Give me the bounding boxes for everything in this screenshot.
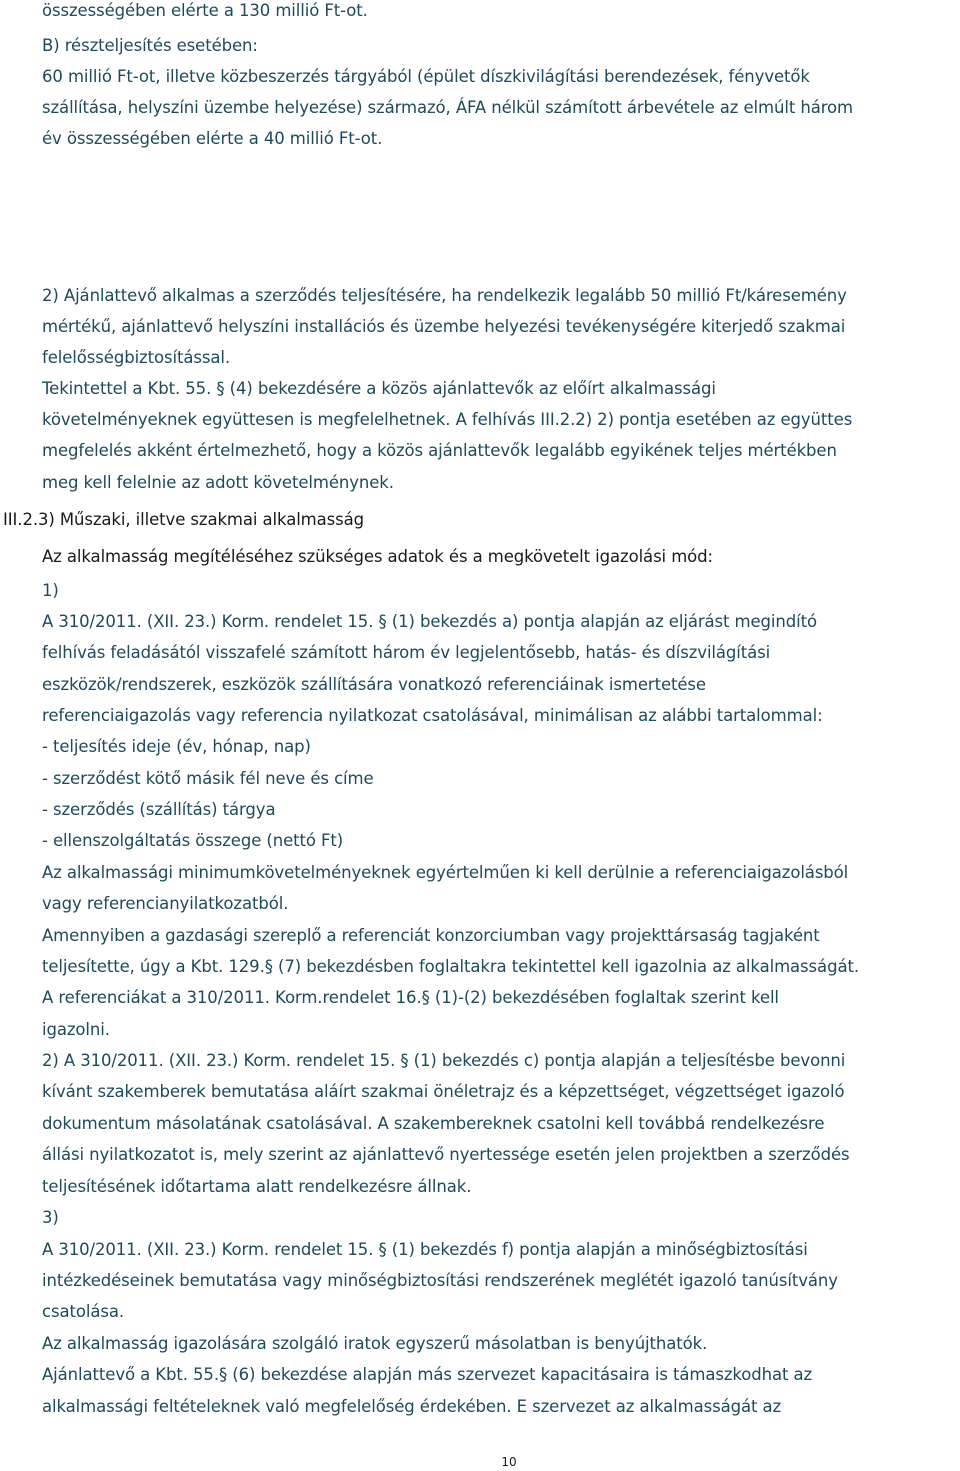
text-line: Az alkalmasság igazolására szolgáló iratok egyszerű másolatban is benyújthatók. <box>42 1334 708 1353</box>
text-line: 2) A 310/2011. (XII. 23.) Korm. rendelet 15. § (1) bekezdés c) pontja alapján a teljesítésbe bevonni <box>42 1051 846 1070</box>
text-line: felhívás feladásától visszafelé számított három év legjelentősebb, hatás- és díszvilágítási <box>42 643 771 662</box>
text-line: teljesítette, úgy a Kbt. 129.§ (7) bekezdésben foglaltakra tekintettel kell igazolnia az alkalmasságát. <box>42 957 859 976</box>
text-line: dokumentum másolatának csatolásával. A szakembereknek csatolni kell továbbá rendelkezésre <box>42 1114 825 1133</box>
text-line: - teljesítés ideje (év, hónap, nap) <box>42 737 311 756</box>
text-line: 1) <box>42 581 59 600</box>
text-line: 3) <box>42 1208 59 1227</box>
text-line: 60 millió Ft-ot, illetve közbeszerzés tárgyából (épület díszkivilágítási berendezések, fényvetők <box>42 67 810 86</box>
text-line: igazolni. <box>42 1020 110 1039</box>
text-line: - szerződést kötő másik fél neve és címe <box>42 769 374 788</box>
text-line: intézkedéseinek bemutatása vagy minőségbiztosítási rendszerének meglétét igazoló tanúsítvány <box>42 1271 838 1290</box>
text-line: szállítása, helyszíni üzembe helyezése) származó, ÁFA nélkül számított árbevétele az elmúlt három <box>42 98 854 117</box>
text-line: A referenciákat a 310/2011. Korm.rendelet 16.§ (1)-(2) bekezdésében foglaltak szerint kell <box>42 988 779 1007</box>
text-line: - szerződés (szállítás) tárgya <box>42 800 276 819</box>
text-line: követelményeknek együttesen is megfelelhetnek. A felhívás III.2.2) 2) pontja esetében az együttes <box>42 410 853 429</box>
text-line: 2) Ajánlattevő alkalmas a szerződés teljesítésére, ha rendelkezik legalább 50 millió Ft/káresemény <box>42 286 847 305</box>
text-line: - ellenszolgáltatás összege (nettó Ft) <box>42 831 344 850</box>
text-line: Az alkalmassági minimumkövetelményeknek egyértelműen ki kell derülnie a referenciaigazolásból <box>42 863 849 882</box>
text-line: év összességében elérte a 40 millió Ft-ot. <box>42 129 383 148</box>
text-line: teljesítésének időtartama alatt rendelkezésre állnak. <box>42 1177 472 1196</box>
text-line: A 310/2011. (XII. 23.) Korm. rendelet 15. § (1) bekezdés f) pontja alapján a minőségbiztosítási <box>42 1240 808 1259</box>
text-line: kívánt szakemberek bemutatása aláírt szakmai önéletrajz és a képzettséget, végzettséget igazoló <box>42 1082 845 1101</box>
text-line: megfelelés akként értelmezhető, hogy a közös ajánlattevők legalább egyikének teljes mértékben <box>42 441 837 460</box>
text-line: meg kell felelnie az adott követelménynek. <box>42 473 394 492</box>
text-line: referenciaigazolás vagy referencia nyilatkozat csatolásával, minimálisan az alábbi tartalommal: <box>42 706 823 725</box>
text-line: Tekintettel a Kbt. 55. § (4) bekezdésére a közös ajánlattevők az előírt alkalmassági <box>42 379 716 398</box>
page-number: 10 <box>501 1455 517 1469</box>
text-line: összességében elérte a 130 millió Ft-ot. <box>42 1 368 20</box>
text-line: B) részteljesítés esetében: <box>42 36 258 55</box>
text-line: mértékű, ajánlattevő helyszíni installációs és üzembe helyezési tevékenységére kiterjedő szakmai <box>42 317 846 336</box>
text-line: vagy referencianyilatkozatból. <box>42 894 289 913</box>
section-subheading: Az alkalmasság megítéléséhez szükséges adatok és a megkövetelt igazolási mód: <box>42 547 713 566</box>
text-line: Ajánlattevő a Kbt. 55.§ (6) bekezdése alapján más szervezet kapacitásaira is támaszkodhat az <box>42 1365 813 1384</box>
section-heading: III.2.3) Műszaki, illetve szakmai alkalmasság <box>3 510 365 529</box>
text-line: állási nyilatkozatot is, mely szerint az ajánlattevő nyertessége esetén jelen projektben a szerződés <box>42 1145 850 1164</box>
text-line: alkalmassági feltételeknek való megfelelőség érdekében. E szervezet az alkalmasságát az <box>42 1397 782 1416</box>
text-line: csatolása. <box>42 1302 124 1321</box>
text-line: eszközök/rendszerek, eszközök szállítására vonatkozó referenciáinak ismertetése <box>42 675 706 694</box>
text-line: A 310/2011. (XII. 23.) Korm. rendelet 15. § (1) bekezdés a) pontja alapján az eljárást megindító <box>42 612 817 631</box>
text-line: felelősségbiztosítással. <box>42 348 230 367</box>
text-line: Amennyiben a gazdasági szereplő a referenciát konzorciumban vagy projekttársaság tagjaként <box>42 926 820 945</box>
